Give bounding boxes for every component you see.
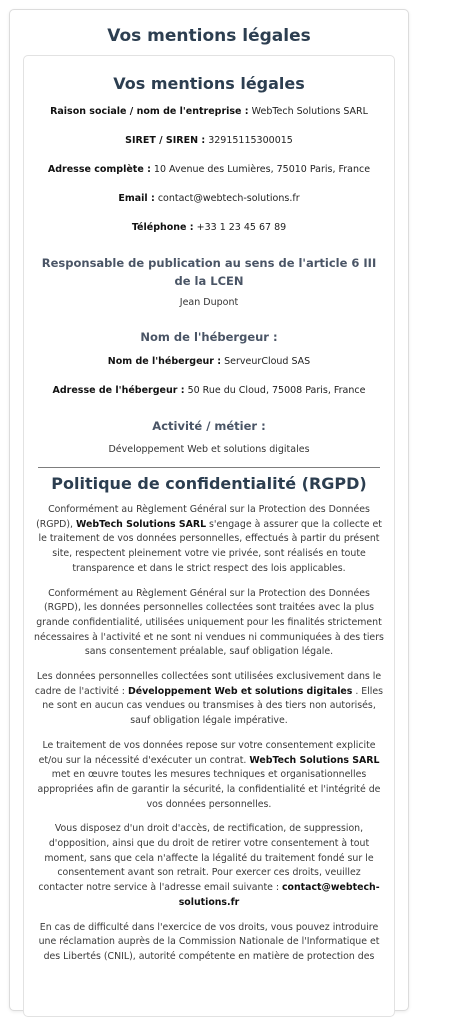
siret-label: SIRET / SIREN : <box>125 135 206 146</box>
rgpd-paragraph-6: En cas de difficulté dans l'exercice de vos droits, vous pouvez introduire une réclamation auprès de la Commission Nationale de l'Informatique et des Libertés (CNIL), autorité compétente en matière de protection des <box>38 921 380 962</box>
activity-heading: Activité / métier : <box>152 419 266 433</box>
rgpd-p4-company: WebTech Solutions SARL <box>249 754 380 766</box>
legal-content-panel <box>23 55 395 1017</box>
address-label: Adresse complète : <box>47 164 151 175</box>
host-name-row <box>30 355 388 368</box>
host-name-value: ServeurCloud SAS <box>224 356 311 367</box>
publisher-name: Jean Dupont <box>179 297 239 308</box>
company-name-label: Raison sociale / nom de l'entreprise : <box>50 106 249 117</box>
rgpd-p3-text-a: Les données personnelles collectées sont utilisées exclusivement dans le cadre de l'activité : <box>34 671 382 697</box>
siret-row <box>30 134 388 147</box>
email-value: contact@webtech-solutions.fr <box>157 193 300 204</box>
host-address-row <box>30 384 388 397</box>
rgpd-p4-text-a: Le traitement de vos données repose sur votre consentement explicite et/ou sur la nécessité d'exécuter un contrat. <box>38 739 376 766</box>
rgpd-paragraph-5 <box>34 822 384 910</box>
rgpd-p1-company: WebTech Solutions SARL <box>76 518 207 530</box>
rgpd-title: Politique de confidentialité (RGPD) <box>51 474 367 493</box>
siret-value: 32915115300015 <box>208 135 293 146</box>
address-row <box>30 163 388 176</box>
section-divider <box>38 467 380 468</box>
phone-label: Téléphone : <box>131 222 194 233</box>
rgpd-p1-text-a: Conformément au Règlement Général sur la Protection des Données (RGPD), <box>36 504 370 530</box>
page-title: Vos mentions légales <box>107 26 311 46</box>
rgpd-p3-activity: Développement Web et solutions digitales <box>127 685 353 697</box>
rgpd-paragraph-3 <box>34 670 384 729</box>
company-name-value: WebTech Solutions SARL <box>251 106 368 117</box>
email-label: Email : <box>118 193 155 204</box>
phone-value: +33 1 23 45 67 89 <box>196 222 287 233</box>
rgpd-p3-text-c: . Elles ne sont en aucun cas vendues ou transmises à des tiers non autorisés, sauf obligation légale impérative. <box>42 685 384 727</box>
host-name-label: Nom de l'hébergeur : <box>107 356 222 367</box>
section-title: Vos mentions légales <box>113 74 305 93</box>
host-address-label: Adresse de l'hébergeur : <box>52 385 185 396</box>
rgpd-contact-email: contact@webtech-solutions.fr <box>178 882 380 908</box>
rgpd-p1-text-c: s'engage à assurer que la collecte et le traitement de vos données personnelles, effectués à partir du présent site, respectent pleinement votre vie privée, sont réalisés en toute transparence et dans le strict respect des lois applicables. <box>38 518 382 574</box>
address-value: 10 Avenue des Lumières, 75010 Paris, France <box>153 164 371 175</box>
activity-value: Développement Web et solutions digitales <box>108 444 310 455</box>
host-address-value: 50 Rue du Cloud, 75008 Paris, France <box>187 385 366 396</box>
publisher-heading: Responsable de publication au sens de l'article 6 III de la LCEN <box>41 256 377 288</box>
rgpd-paragraph-2: Conformément au Règlement Général sur la Protection des Données (RGPD), les données personnelles collectées sont traitées avec la plus grande confidentialité, utilisées uniquement pour les finalités strictement nécessaires à l'activité et ne sont ni vendues ni communiquées à des tiers sans consentement préalable, sauf obligation légale. <box>34 587 384 658</box>
rgpd-p5-text-a: Vous disposez d'un droit d'accès, de rectification, de suppression, d'opposition, ainsi que du droit de retirer votre consentement à tout moment, sans que cela n'affecte la légalité du traitement fondé sur le consentement avant son retrait. Pour exercer ces droits, veuillez contacter notre service à l'adresse email suivante : <box>38 823 374 894</box>
company-name-row <box>30 105 388 118</box>
phone-row <box>30 221 388 234</box>
rgpd-paragraph-4 <box>34 739 384 813</box>
host-heading: Nom de l'hébergeur : <box>140 330 278 344</box>
legal-card <box>9 9 409 1011</box>
rgpd-p4-text-c: met en œuvre toutes les mesures techniques et organisationnelles appropriées afin de garantir la sécurité, la confidentialité et l'intégrité de vos données personnelles. <box>37 769 381 810</box>
rgpd-paragraph-1 <box>34 503 384 577</box>
email-row <box>30 192 388 205</box>
